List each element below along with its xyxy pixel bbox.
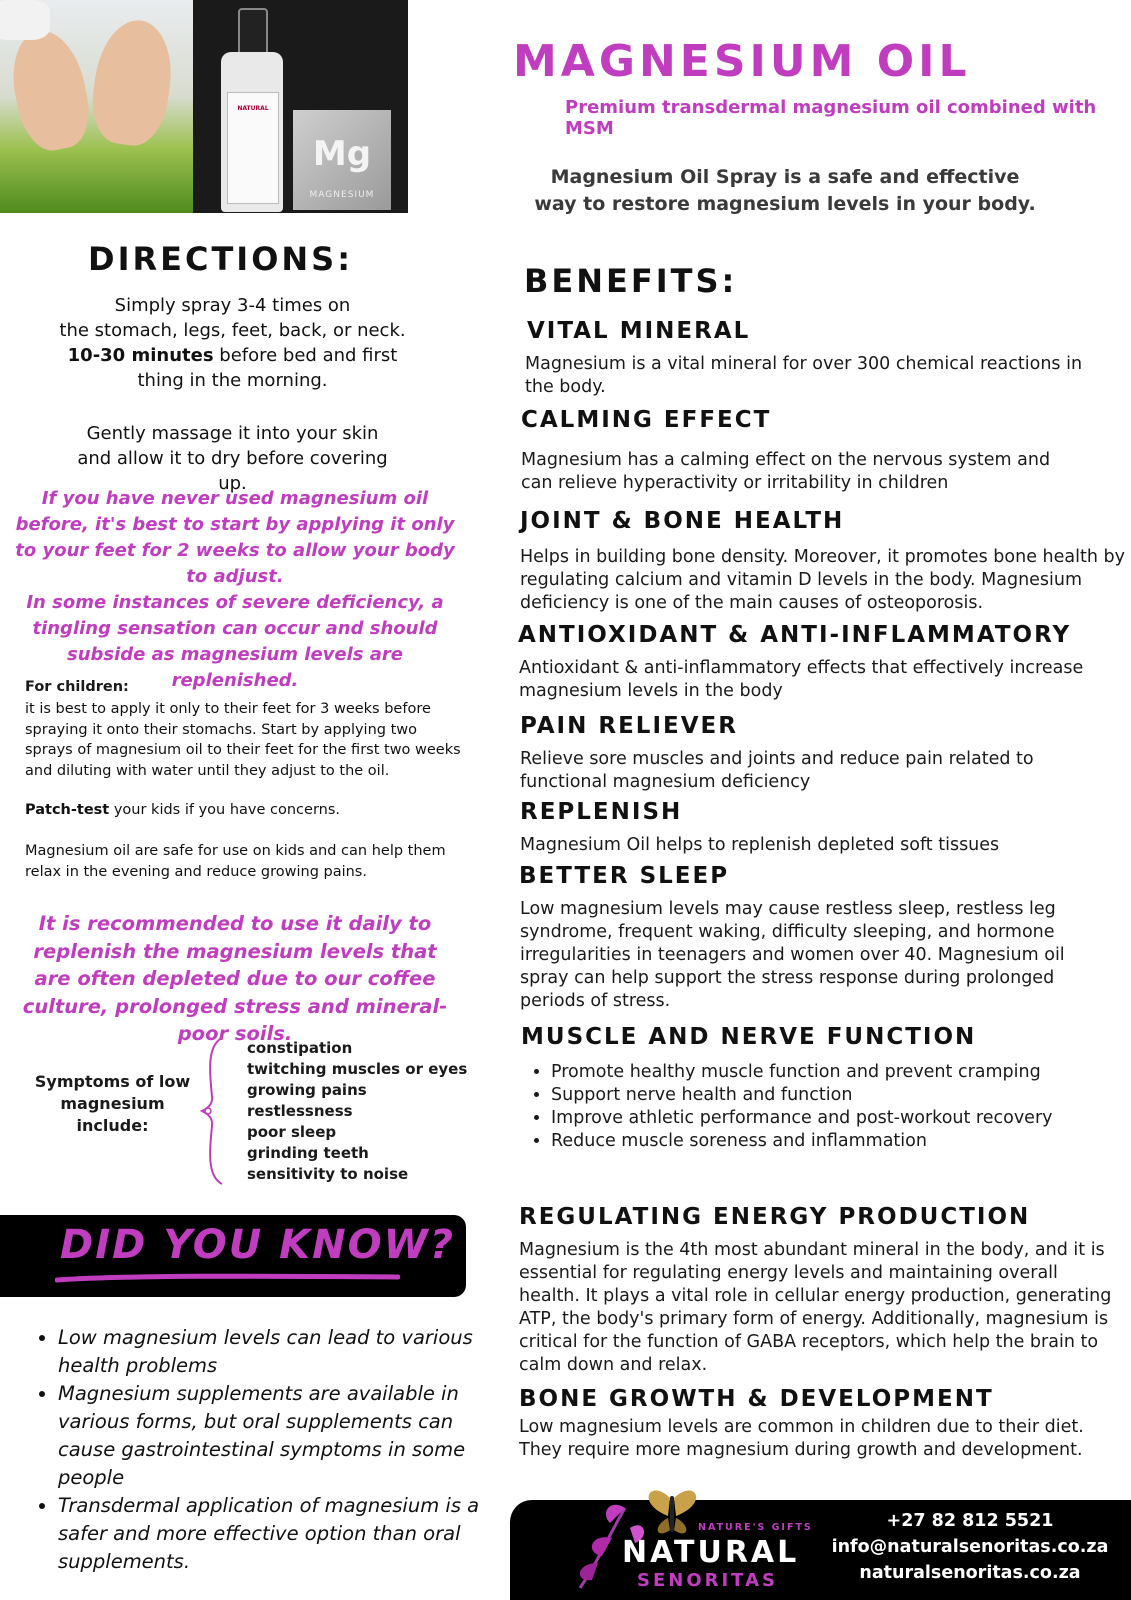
muscle-nerve-bullet: • Improve athletic performance and post-workout recovery — [551, 1107, 1131, 1130]
product-photo — [193, 0, 408, 213]
symptom-item: growing pains — [247, 1081, 367, 1099]
benefits-heading: BENEFITS: — [524, 262, 738, 300]
benefit-title-energy: REGULATING ENERGY PRODUCTION — [519, 1204, 1031, 1230]
benefit-text-joint-bone: Helps in building bone density. Moreover, it promotes bone health by regulating calcium and vitamin D levels in the body. Magnesium deficiency is one of the main causes of osteoporosis. — [520, 547, 1125, 613]
directions-paragraph-2: Gently massage it into your skin and allow it to dry before covering up. — [77, 423, 388, 494]
benefit-text-antioxidant: Antioxidant & anti-inflammatory effects that effectively increase magnesium levels in the body — [519, 658, 1084, 701]
daily-use-recommendation: It is recommended to use it daily to replenish the magnesium levels that are often depleted due to our coffee culture, prolonged stress and mineral-poor soils. — [22, 912, 448, 1045]
symptoms-label: Symptoms of low magnesium include: — [34, 1072, 191, 1135]
benefit-title-replenish: REPLENISH — [520, 799, 683, 825]
symptom-item: restlessness — [247, 1102, 353, 1120]
intro-text: Magnesium Oil Spray is a safe and effective way to restore magnesium levels in your body. — [534, 166, 1036, 215]
email-link[interactable]: info@naturalsenoritas.co.za — [831, 1537, 1109, 1557]
benefit-title-muscle-nerve: MUSCLE AND NERVE FUNCTION — [521, 1024, 977, 1050]
muscle-nerve-bullet: • Reduce muscle soreness and inflammation — [551, 1130, 1131, 1153]
benefit-title-joint-bone: JOINT & BONE HEALTH — [520, 508, 845, 534]
benefit-title-bone-growth: BONE GROWTH & DEVELOPMENT — [519, 1386, 994, 1412]
benefit-text-energy: Magnesium is the 4th most abundant mineral in the body, and it is essential for regulating energy levels and maintaining overall health. It plays a vital role in cellular energy production, generating ATP, the body's primary form of energy. Additionally, magnesium is critical for the function of GABA receptors, which help the brain to calm down and relax. — [519, 1240, 1112, 1375]
page-title: MAGNESIUM OIL — [513, 36, 971, 87]
symptom-item: poor sleep — [247, 1123, 337, 1141]
logo-name: NATURAL — [622, 1535, 800, 1570]
did-you-know-title: DID YOU KNOW? — [60, 1222, 455, 1268]
benefit-text-pain-reliever: Relieve sore muscles and joints and reduce pain related to functional magnesium deficiency — [520, 749, 1034, 792]
phone-number[interactable]: +27 82 812 5521 — [886, 1511, 1054, 1531]
benefit-title-pain-reliever: PAIN RELIEVER — [520, 713, 738, 739]
directions-paragraph-1: Simply spray 3-4 times on the stomach, legs, feet, back, or neck. 10-30 minutes before bed and first thing in the morning. — [59, 295, 406, 391]
benefit-text-better-sleep: Low magnesium levels may cause restless sleep, restless leg syndrome, frequent waking, difficulty sleeping, and hormone irregularities in teenagers and women over 40. Magnesium oil spray can help support the stress response during prolonged periods of stress. — [520, 899, 1065, 1011]
children-label: For children: — [25, 679, 129, 695]
benefit-title-better-sleep: BETTER SLEEP — [519, 863, 730, 889]
symptoms-list — [247, 1038, 467, 1185]
deficiency-note: In some instances of severe deficiency, a tingling sensation can occur and should subside as magnesium levels are replenished. — [26, 592, 444, 691]
first-use-note: If you have never used magnesium oil before, it's best to start by applying it only to your feet for 2 weeks to allow your body to adjust. — [15, 488, 455, 587]
underline-stroke — [55, 1273, 400, 1283]
symptom-item: grinding teeth — [247, 1144, 369, 1162]
muscle-nerve-bullet: • Support nerve health and function — [551, 1084, 1131, 1107]
symptom-item: constipation — [247, 1039, 353, 1057]
logo-tagline: NATURE'S GIFTS — [698, 1522, 813, 1533]
magnesium-element-cube: Mg MAGNESIUM — [293, 110, 391, 210]
benefit-title-calming-effect: CALMING EFFECT — [521, 407, 772, 433]
page-subtitle: Premium transdermal magnesium oil combined with MSM — [565, 97, 1097, 139]
did-you-know-item: • Transdermal application of magnesium is a safer and more effective option than oral supplements. — [58, 1492, 508, 1576]
did-you-know-item: • Magnesium supplements are available in various forms, but oral supplements can cause gastrointestinal symptoms in some people — [58, 1380, 508, 1492]
benefit-title-vital-mineral: VITAL MINERAL — [527, 318, 751, 344]
did-you-know-item: • Low magnesium levels can lead to various health problems — [58, 1324, 508, 1380]
muscle-nerve-bullet: • Promote healthy muscle function and prevent cramping — [551, 1061, 1131, 1084]
did-you-know-list — [20, 1324, 508, 1576]
curly-brace-icon — [198, 1036, 228, 1186]
benefit-text-replenish: Magnesium Oil helps to replenish depleted soft tissues — [520, 835, 1000, 855]
kids-safety-text: Magnesium oil are safe for use on kids and can help them relax in the evening and reduce growing pains. — [25, 843, 446, 880]
spray-bottle: NATURAL — [221, 52, 283, 212]
directions-heading: DIRECTIONS: — [88, 240, 354, 278]
benefit-text-vital-mineral: Magnesium is a vital mineral for over 300 chemical reactions in the body. — [525, 354, 1083, 397]
feet-on-grass-photo — [0, 0, 193, 213]
symptom-item: twitching muscles or eyes — [247, 1060, 468, 1078]
symptom-item: sensitivity to noise — [247, 1165, 409, 1183]
website-link[interactable]: naturalsenoritas.co.za — [859, 1563, 1081, 1583]
patch-test-text: Patch-test your kids if you have concerns. — [25, 802, 341, 818]
benefit-text-bone-growth: Low magnesium levels are common in children due to their diet. They require more magnesium during growth and development. — [519, 1417, 1084, 1460]
benefit-title-antioxidant: ANTIOXIDANT & ANTI-INFLAMMATORY — [518, 622, 1072, 648]
benefit-text-calming-effect: Magnesium has a calming effect on the nervous system and can relieve hyperactivity or irritability in children — [521, 450, 1051, 493]
muscle-nerve-bullets — [521, 1061, 1131, 1153]
logo-subname: SENORITAS — [637, 1570, 778, 1591]
children-text: it is best to apply it only to their feet for 3 weeks before spraying it onto their stomachs. Start by applying two sprays of magnesium oil to their feet for the first two weeks and diluting with water until they adjust to the oil. — [25, 701, 461, 779]
